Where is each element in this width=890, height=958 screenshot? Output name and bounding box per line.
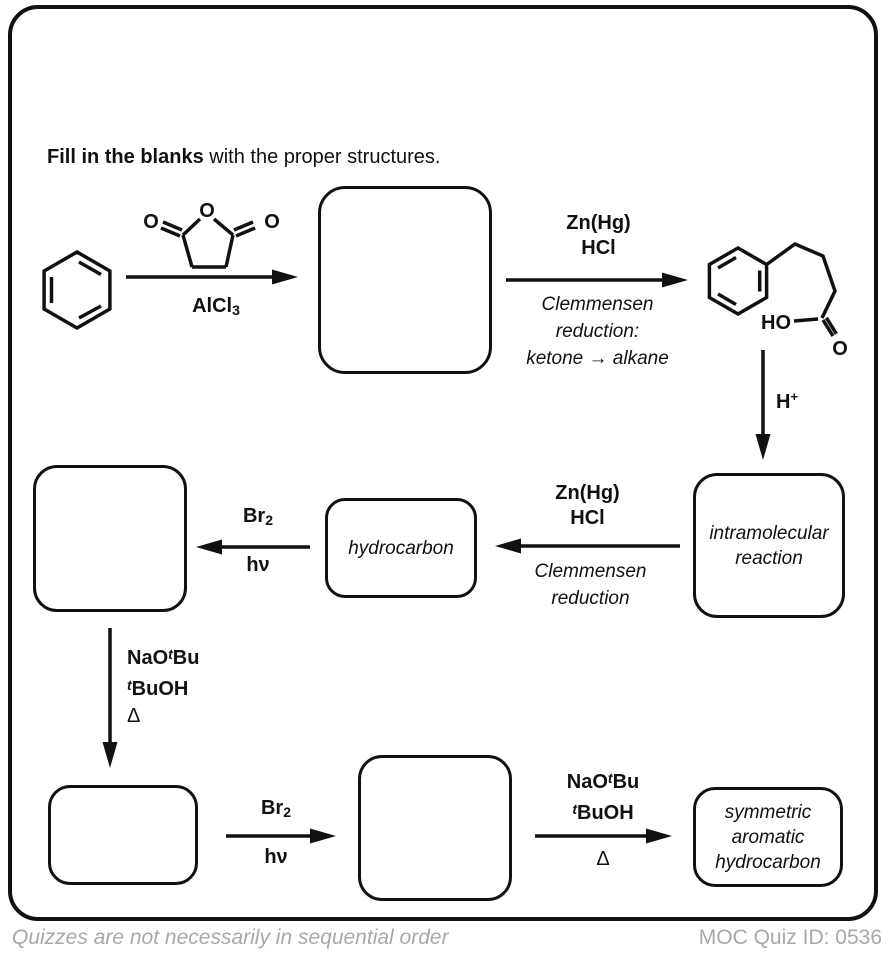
reagent-hv-row3: hν [264,846,288,868]
reagent-hv-row2: hν [246,554,270,576]
reagent-naotbu-row3: NaO$^t$Bu $^t$BuOH [566,770,640,824]
reagent-delta-row3: Δ [596,848,610,870]
reagent-br2-row2: $Br_2$ [242,505,274,528]
anhydride-right-o-label: O [264,211,280,233]
hydrocarbon-box: hydrocarbon [325,498,477,598]
note-clemmensen-2: Clemmensen reduction [534,561,647,609]
note-clemmensen-1: Clemmensen reduction: ketone → alkane [526,294,669,369]
instruction-rest: with the proper structures. [203,146,441,168]
symmetric-hydrocarbon-box: symmetric aromatic hydrocarbon [693,787,843,887]
instruction-bold: Fill in the blanks [47,146,204,168]
succinic-anhydride-structure [132,190,304,272]
anhydride-ring-o-label: O [199,200,215,222]
anhydride-left-o-label: O [143,211,159,233]
phenylbutanoic-acid-structure [690,226,875,361]
acid-ho-label: HO [761,312,791,334]
arrow-step6 [100,628,120,768]
reagent-br2-row3: $Br_2$ [260,797,292,820]
instruction-text [47,146,440,169]
footer-note: Quizzes are not necessarily in sequential order [12,926,449,949]
arrow-step4 [495,536,680,556]
arrow-step1 [126,267,298,287]
reagent-delta-down: Δ [127,705,141,727]
quiz-id: MOC Quiz ID: 0536 [698,926,882,949]
blank-box-3[interactable] [48,785,198,885]
arrow-step8 [535,826,672,846]
acid-o-label: O [832,338,848,360]
reagent-znhg-hcl-1: Zn(Hg) HCl [566,212,631,259]
arrow-step2 [506,270,688,290]
intramolecular-reaction-box: intramolecular reaction [693,473,845,618]
arrow-step3 [753,350,773,460]
benzene-structure [30,243,125,338]
reagent-h-plus: H+ [776,389,799,413]
blank-box-1[interactable] [318,186,492,374]
blank-box-2[interactable] [33,465,187,612]
arrow-step7 [226,826,336,846]
reagent-naotbu-down: NaO$^t$Bu $^t$BuOH Δ [127,641,199,730]
reagent-alcl3: AlCl$_3$ [192,295,240,318]
blank-box-4[interactable] [358,755,512,901]
reagent-znhg-hcl-2: Zn(Hg) HCl [555,482,620,529]
